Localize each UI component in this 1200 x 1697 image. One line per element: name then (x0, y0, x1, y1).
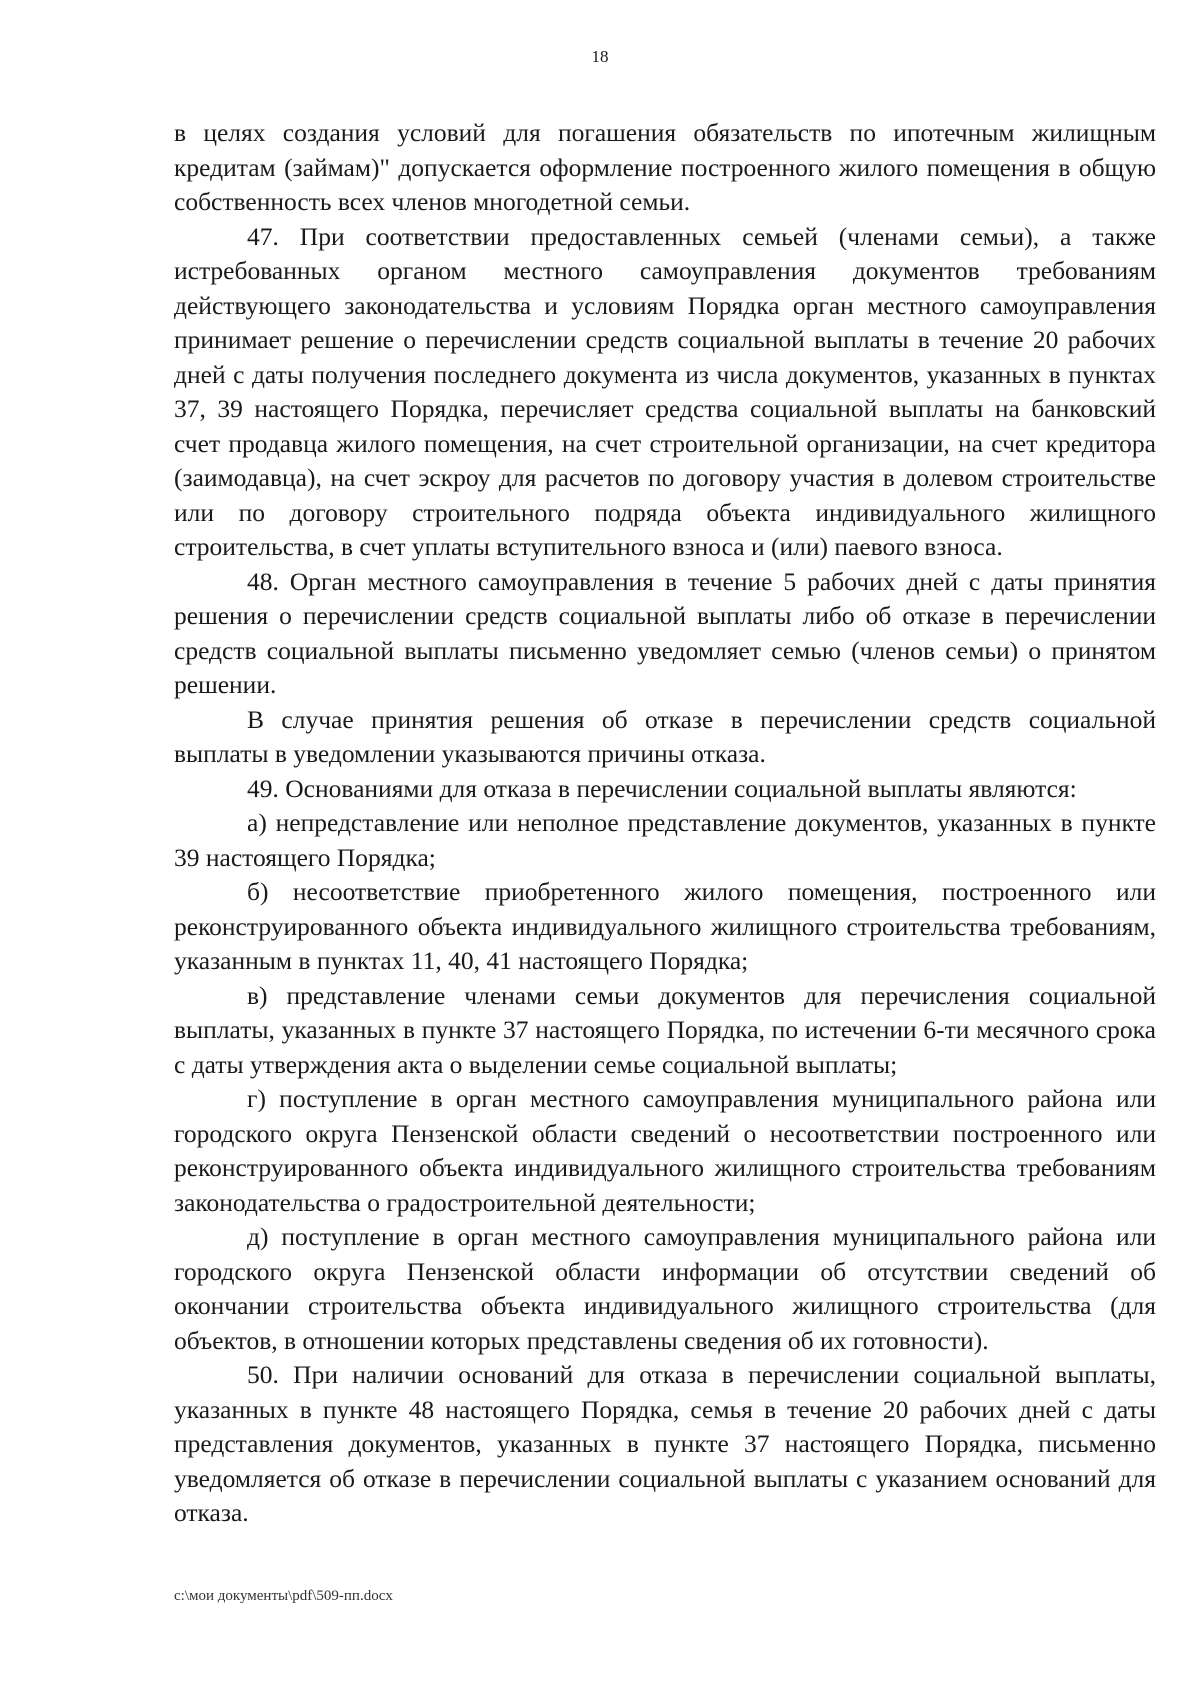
paragraph-refusal-notice: В случае принятия решения об отказе в перечислении средств социальной выплаты в уведомлении указываются причины отказа. (174, 704, 1156, 768)
paragraph-item-v: в) представление членами семьи документов для перечисления социальной выплаты, указанных в пункте 37 настоящего Порядка, по истечении 6-ти месячного срока с даты утверждения акта о выделении семье социальной выплаты; (174, 980, 1156, 1079)
paragraph-item-d: д) поступление в орган местного самоуправления муниципального района или городского округа Пензенской области информации об отсутствии сведений об окончании строительства объекта индивидуального жилищного строительства (для объектов, в отношении которых представлены сведения об их готовности). (174, 1222, 1156, 1355)
paragraph-item-a: а) непредставление или неполное представление документов, указанных в пункте 39 настоящего Порядка; (174, 808, 1156, 872)
paragraph-item-b: б) несоответствие приобретенного жилого помещения, построенного или реконструированного объекта индивидуального жилищного строительства требованиям, указанным в пунктах 11, 40, 41 настоящего Порядка; (174, 877, 1156, 975)
page-number: 18 (591, 47, 609, 66)
paragraph-clause-49: 49. Основаниями для отказа в перечислении социальной выплаты являются: (247, 773, 1077, 803)
paragraph-clause-47: 47. При соответствии предоставленных семьей (членами семьи), а также истребованных органом местного самоуправления документов требованиям действующего законодательства и условиям Порядка орган местного самоуправления принимает решение о перечислении средств социальной выплаты в течение 20 рабочих дней с даты получения последнего документа из числа документов, указанных в пунктах 37, 39 настоящего Порядка, перечисляет средства социальной выплаты на банковский счет продавца жилого помещения, на счет строительной организации, на счет кредитора (заимодавца), на счет эскроу для расчетов по договору участия в долевом строительстве или по договору строительного подряда объекта индивидуального жилищного строительства, в счет уплаты вступительного взноса и (или) паевого взноса. (174, 221, 1156, 561)
paragraph-continuation: в целях создания условий для погашения обязательств по ипотечным жилищным кредитам (займам)" допускается оформление построенного жилого помещения в общую собственность всех членов многодетной семьи. (174, 118, 1156, 216)
footer-file-path: c:\мои документы\pdf\509-пп.docx (174, 1588, 393, 1604)
document-body (174, 116, 1156, 1531)
paragraph-item-g: г) поступление в орган местного самоуправления муниципального района или городского округа Пензенской области сведений о несоответствии построенного или реконструированного объекта индивидуального жилищного строительства требованиям законодательства о градостроительной деятельности; (174, 1084, 1156, 1217)
paragraph-clause-50: 50. При наличии оснований для отказа в перечислении социальной выплаты, указанных в пункте 48 настоящего Порядка, семья в течение 20 рабочих дней с даты представления документов, указанных в пункте 37 настоящего Порядка, письменно уведомляется об отказе в перечислении социальной выплаты с указанием оснований для отказа. (174, 1360, 1156, 1527)
paragraph-clause-48: 48. Орган местного самоуправления в течение 5 рабочих дней с даты принятия решения о перечислении средств социальной выплаты либо об отказе в перечислении средств социальной выплаты письменно уведомляет семью (членов семьи) о принятом решении. (174, 566, 1156, 699)
